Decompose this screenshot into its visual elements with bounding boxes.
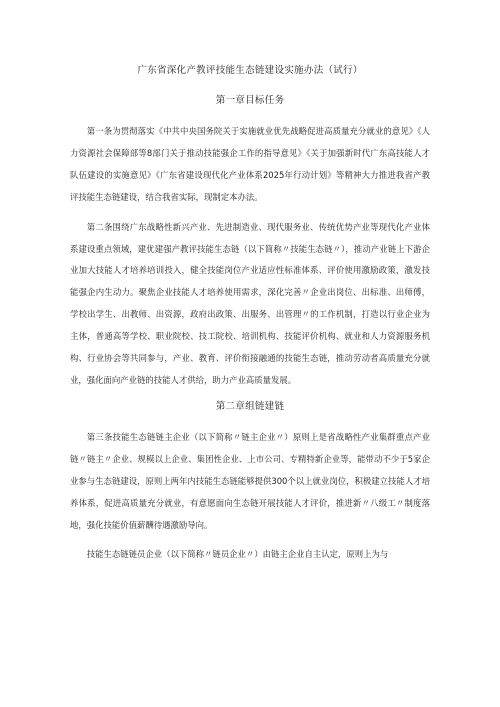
document-title: 广东省深化产教评技能生态链建设实施办法（试行）	[137, 65, 363, 76]
chapter-2-heading: 第二章组链建链	[215, 400, 285, 412]
article-2-paragraph: 第二条围绕广东战略性新兴产业、先进制造业、现代服务业、传统优势产业等现代化产业体系建设重点领域，建优建强产教评技能生态链（以下简称〃技能生态链〃），推动产业链上下游企业加大技能人才培养培训投入，健全技能岗位产业适应性标准体系、评价使用激励政策，激发技能强企内生动力。聚焦企业技能人才培养使用需求，深化完善〃企业出岗位、出标准、出师傅，学校出学生、出教师、出资源，政府出政策、出服务、出管理〃的工作机制，打造以行业企业为主体，普通高等学校、职业院校、技工院校、培训机构、技能评价机构、就业和人力资源服务机构、行业协会等共同参与，产业、教育、评价衔接融通的技能生态链，推动劳动者高质量充分就业，强化面向产业链的技能人才供给，助力产业高质量发展。	[70, 221, 430, 385]
article-1-paragraph: 第一条为贯彻落实《中共中央国务院关于实施就业优先战略促进高质量充分就业的意见》《人力资源社会保障部等8部门关于推动技能强企工作的指导意见》《关于加强新时代广东高技能人才队伍建设的实施意见》《广东省建设现代化产业体系2025年行动计划》等精神大力推进我省产教评技能生态链建设，结合我省实际，现制定本办法。	[70, 126, 430, 202]
chapter-1-heading: 第一章目标任务	[215, 95, 285, 106]
chain-member-paragraph: 技能生态链链员企业（以下简称〃链员企业〃）由链主企业自主认定，原则上为与	[86, 549, 389, 560]
article-3-paragraph: 第三条技能生态链链主企业（以下简称〃链主企业〃）原则上是省战略性产业集群重点产业链〃链主〃企业、规模以上企业、集团性企业、上市公司、专精特新企业等，能带动不少于5家企业参与生态链建设，原则上两年内技能生态链能够提供300个以上就业岗位，积极建立技能人才培养体系，促进高质量充分就业，有意愿面向生态链开展技能人才评价，推进新〃八级工〃制度落地，强化技能价值薪酬待遇激励导向。	[70, 431, 430, 530]
